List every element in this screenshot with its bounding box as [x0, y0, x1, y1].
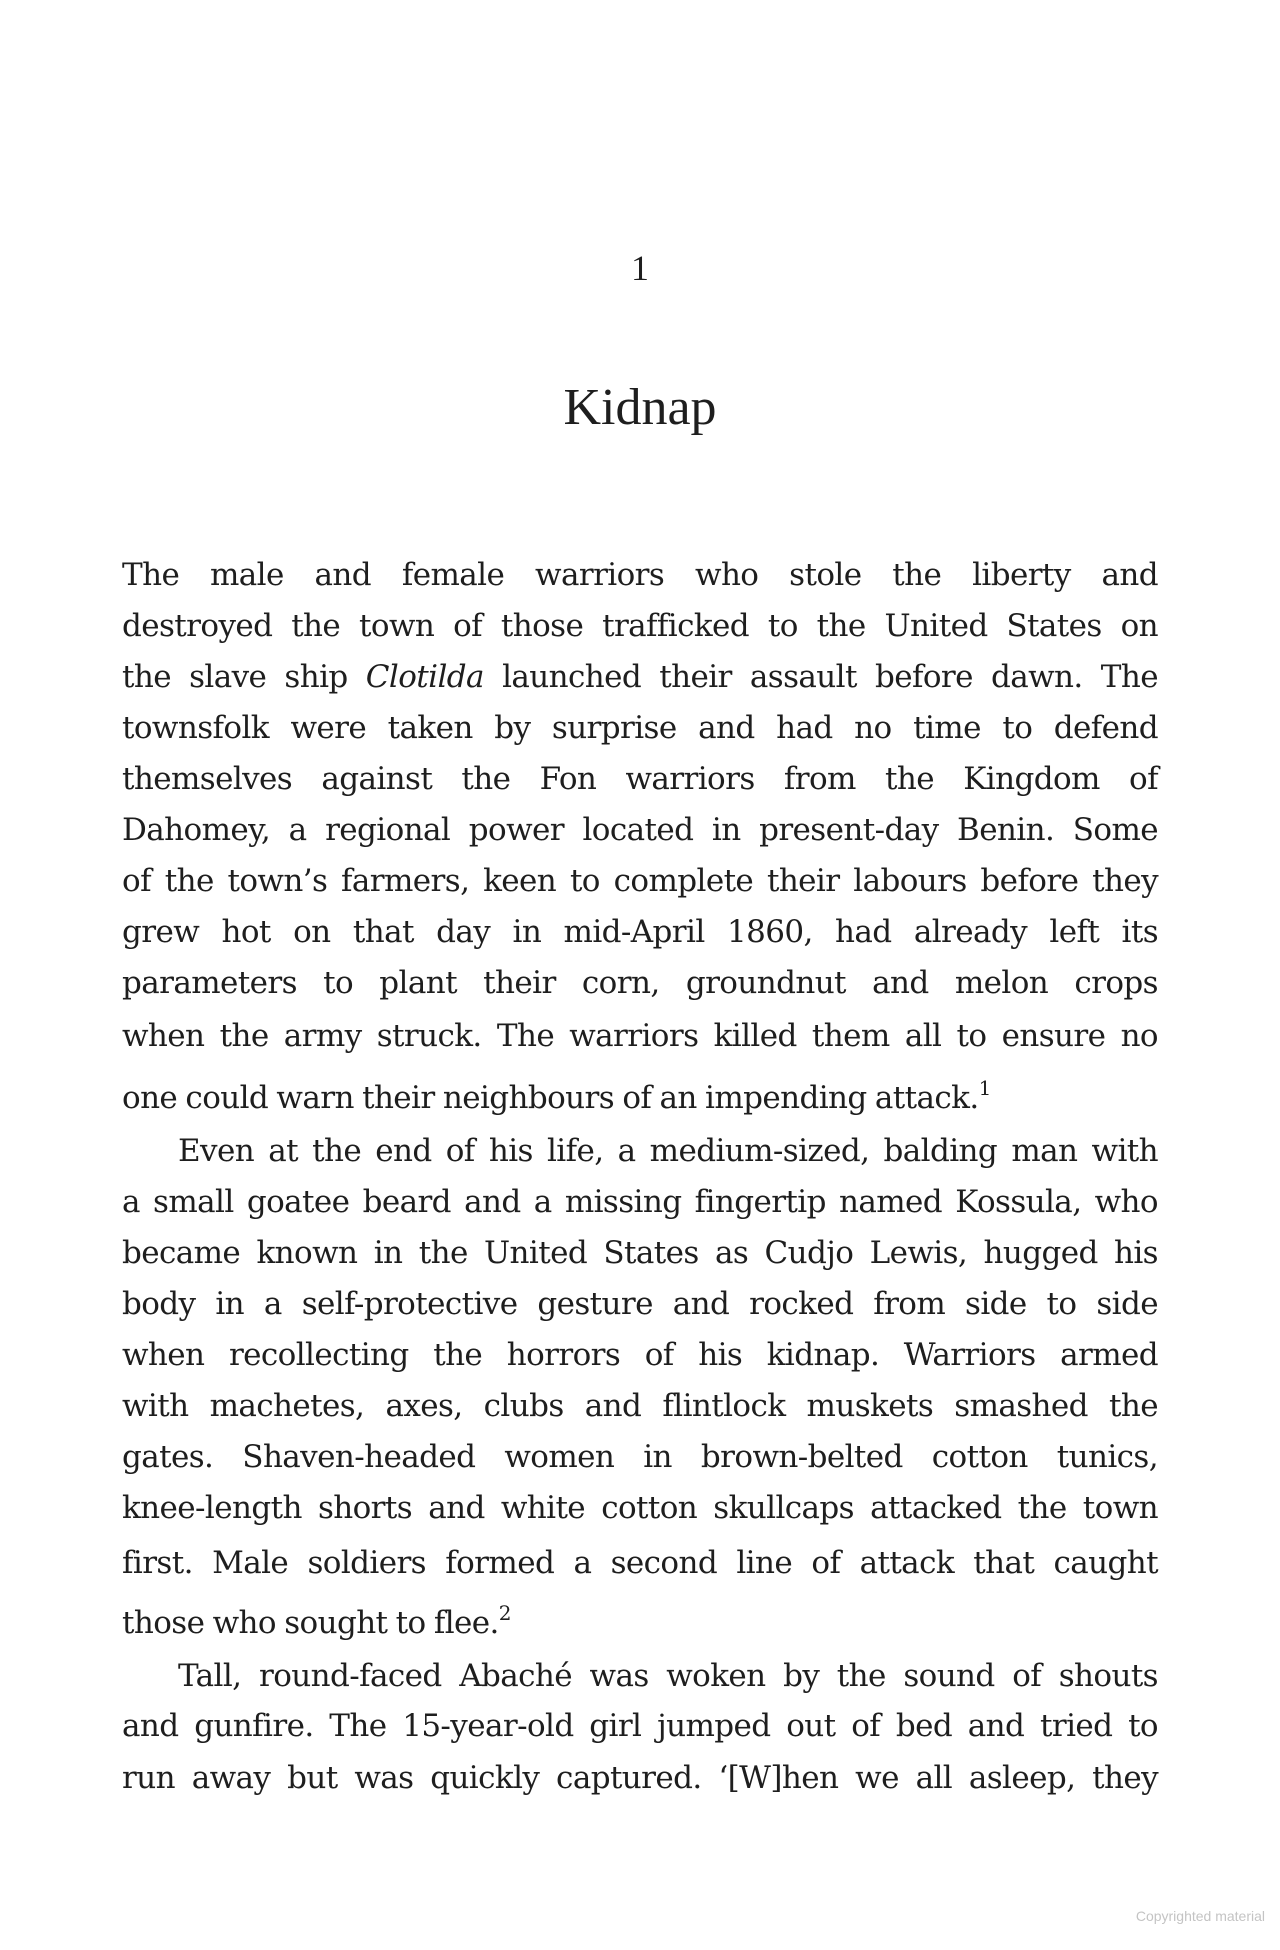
text-line: parameters to plant their corn, groundnut and melon crops — [122, 965, 1158, 1001]
text-line: one could warn their neighbours of an impending attack.$^1$ — [122, 1075, 991, 1116]
text-line: and gunfire. The 15-year-old girl jumped out of bed and tried to — [122, 1708, 1158, 1744]
chapter-title: Kidnap — [563, 379, 717, 436]
text-line: Dahomey, a regional power located in present-day Benin. Some — [122, 812, 1158, 848]
text-line: knee-length shorts and white cotton skullcaps attacked the town — [122, 1490, 1158, 1526]
text-line: body in a self-protective gesture and rocked from side to side — [122, 1286, 1158, 1322]
copyright-watermark: Copyrighted material — [1135, 1908, 1265, 1924]
text-line: those who sought to flee.$^2$ — [122, 1600, 511, 1641]
text-line: townsfolk were taken by surprise and had no time to defend — [122, 710, 1158, 746]
text-line: first. Male soldiers formed a second line of attack that caught — [122, 1545, 1158, 1581]
ship-name: Clotilda — [365, 659, 484, 695]
text-line: when the army struck. The warriors killed them all to ensure no — [122, 1018, 1158, 1054]
text-line: Tall, round-faced Abaché was woken by the sound of shouts — [178, 1658, 1158, 1694]
text-line: The male and female warriors who stole the liberty and — [122, 557, 1158, 593]
text-line: themselves against the Fon warriors from the Kingdom of — [122, 761, 1158, 797]
text-line: with machetes, axes, clubs and flintlock muskets smashed the — [122, 1388, 1158, 1424]
text-line: Even at the end of his life, a medium-sized, balding man with — [178, 1133, 1158, 1169]
text-line: when recollecting the horrors of his kidnap. Warriors armed — [122, 1337, 1158, 1373]
text-line: a small goatee beard and a missing fingertip named Kossula, who — [122, 1184, 1158, 1220]
footnote-marker[interactable]: 1 — [978, 1075, 991, 1100]
text-line: grew hot on that day in mid-April 1860, had already left its — [122, 914, 1158, 950]
text-line: the slave ship Clotilda launched their assault before dawn. The — [122, 659, 1158, 695]
footnote-marker[interactable]: 2 — [498, 1600, 511, 1625]
text-line: gates. Shaven-headed women in brown-belted cotton tunics, — [122, 1439, 1158, 1475]
chapter-number: 1 — [631, 248, 649, 288]
text-line: of the town’s farmers, keen to complete their labours before they — [122, 863, 1158, 899]
text-line: became known in the United States as Cudjo Lewis, hugged his — [122, 1235, 1158, 1271]
text-line: run away but was quickly captured. ‘[W]hen we all asleep, they — [122, 1760, 1158, 1796]
text-line: destroyed the town of those trafficked to the United States on — [122, 608, 1158, 644]
